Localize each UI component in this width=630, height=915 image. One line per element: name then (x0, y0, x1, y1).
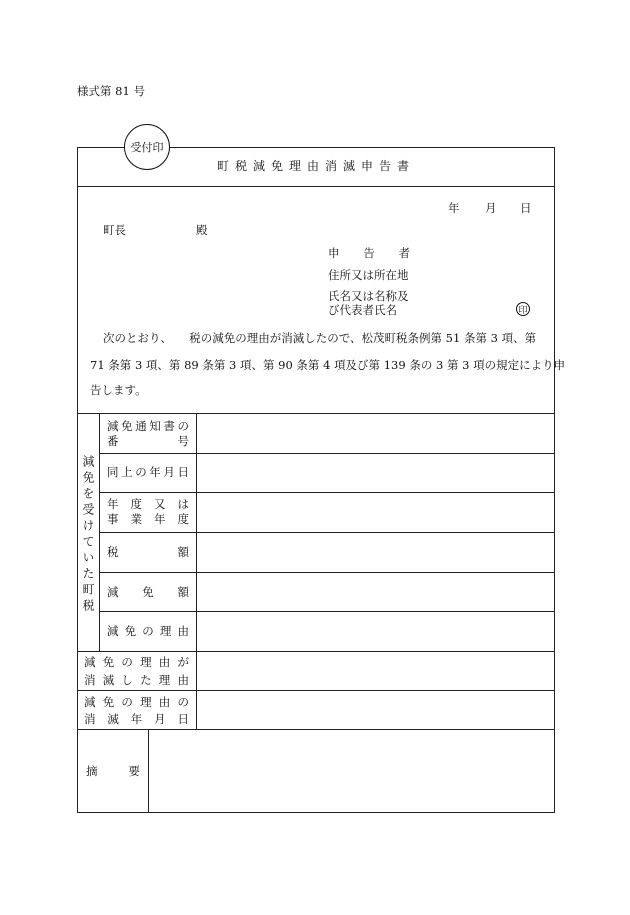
label-char: 減 (84, 655, 96, 669)
label-char: 年 (107, 497, 119, 511)
label-char: 理 (158, 673, 171, 687)
label-char: 業 (130, 512, 142, 526)
label-char: の (135, 465, 147, 479)
label-char: 月 (154, 712, 166, 726)
label-char: 額 (177, 585, 189, 599)
label-char: 事 (107, 512, 119, 526)
address-label: 住所又は所在地 (328, 268, 409, 282)
notice-number-label-line1 (107, 421, 189, 433)
label-char: 番 (107, 434, 119, 448)
label-char: 度 (177, 512, 189, 526)
declarant-heading-char: 告 (363, 246, 375, 260)
label-char: 免 (102, 655, 115, 669)
form-number: 様式第 81 号 (77, 84, 145, 98)
name-label-line1: 氏名又は名称及 (328, 289, 409, 303)
label-char: 号 (177, 434, 189, 448)
label-char: 月 (163, 465, 175, 479)
label-char: 消 (84, 712, 96, 726)
tax-amount-label (107, 547, 189, 559)
mayor-label: 町長 (103, 223, 126, 237)
label-char: 由 (177, 624, 189, 638)
receipt-stamp-label: 受付印 (130, 141, 164, 154)
label-char: の (177, 419, 189, 433)
body-line-3: 告します。 (90, 383, 147, 397)
label-char: し (121, 673, 133, 687)
group-label-vertical: 減免を受けていた町税 (81, 455, 95, 615)
form-title: 町税減免理由消滅申告書 (216, 159, 415, 173)
label-char: 消 (84, 673, 96, 687)
tax-amount-field[interactable] (197, 533, 554, 571)
exemption-amount-field[interactable] (197, 573, 554, 610)
fiscal-year-field[interactable] (197, 493, 554, 531)
label-char: 減 (107, 419, 119, 433)
body-line-1: 次のとおり、 税の減免の理由が消滅したので、松茂町税条例第 51 条第 3 項、第 (103, 331, 537, 345)
label-char: 額 (177, 545, 189, 559)
declarant-heading (328, 248, 410, 260)
label-char: 年 (130, 712, 143, 726)
label-char: 年 (154, 512, 166, 526)
title-divider (77, 186, 555, 187)
label-char: 免 (124, 624, 137, 638)
date-month-label: 月 (485, 201, 497, 215)
label-char: 摘 (86, 764, 98, 778)
seal-mark: 印 (516, 302, 530, 316)
label-char: 減 (107, 585, 119, 599)
label-char: の (177, 695, 189, 709)
label-char: 同 (107, 465, 119, 479)
group-column-divider (99, 413, 100, 651)
label-char: 滅 (102, 673, 115, 687)
honorific-label: 殿 (196, 223, 208, 237)
fiscal-year-label-line1 (107, 499, 189, 511)
label-char: 書 (163, 419, 175, 433)
label-char: 税 (107, 545, 119, 559)
notice-number-field[interactable] (197, 414, 554, 452)
extinction-reason-label-line1 (84, 657, 189, 669)
declarant-heading-char: 申 (328, 246, 340, 260)
label-char: た (140, 673, 152, 687)
extinction-reason-field[interactable] (197, 652, 554, 689)
exemption-reason-field[interactable] (197, 612, 554, 650)
label-char: は (177, 497, 189, 511)
label-char: 日 (177, 465, 189, 479)
exemption-amount-label (107, 587, 189, 599)
notice-date-label (107, 467, 189, 479)
extinction-date-field[interactable] (197, 691, 554, 728)
label-char: 通 (135, 419, 147, 433)
fiscal-year-label-line2 (107, 514, 189, 526)
date-day-label: 日 (520, 201, 532, 215)
label-char: 減 (107, 624, 119, 638)
date-year-label: 年 (448, 201, 460, 215)
label-char: 由 (177, 673, 189, 687)
remarks-label (86, 766, 140, 778)
extinction-date-label-line1 (84, 697, 189, 709)
label-char: 又 (154, 497, 166, 511)
label-char: の (121, 655, 133, 669)
label-char: の (142, 624, 154, 638)
label-char: 理 (140, 695, 152, 709)
label-char: の (121, 695, 133, 709)
name-label-line2: び代表者氏名 (328, 303, 397, 317)
label-char: 由 (158, 695, 171, 709)
notice-date-field[interactable] (197, 454, 554, 491)
label-char: が (177, 655, 189, 669)
extinction-reason-label-line2 (84, 675, 189, 687)
receipt-stamp (124, 124, 170, 170)
label-char: 年 (149, 465, 161, 479)
label-char: 理 (140, 655, 152, 669)
label-char: 上 (121, 465, 133, 479)
label-char: 由 (158, 655, 171, 669)
label-char: 度 (130, 497, 142, 511)
label-char: 減 (84, 695, 96, 709)
extinction-date-label-line2 (84, 714, 189, 726)
exemption-reason-label (107, 626, 189, 638)
label-char: 日 (177, 712, 189, 726)
label-char: 免 (142, 585, 154, 599)
remarks-field[interactable] (149, 730, 554, 812)
label-char: 要 (128, 764, 140, 778)
declarant-heading-char: 者 (398, 246, 410, 260)
label-char: 知 (149, 419, 161, 433)
notice-number-label-line2 (107, 436, 189, 448)
label-char: 滅 (107, 712, 119, 726)
body-line-2: 71 条第 3 項、第 89 条第 3 項、第 90 条第 4 項及び第 139 条の 3 第 3 項の規定により申 (90, 358, 566, 372)
label-char: 免 (102, 695, 115, 709)
label-char: 免 (121, 419, 133, 433)
label-char: 理 (159, 624, 172, 638)
